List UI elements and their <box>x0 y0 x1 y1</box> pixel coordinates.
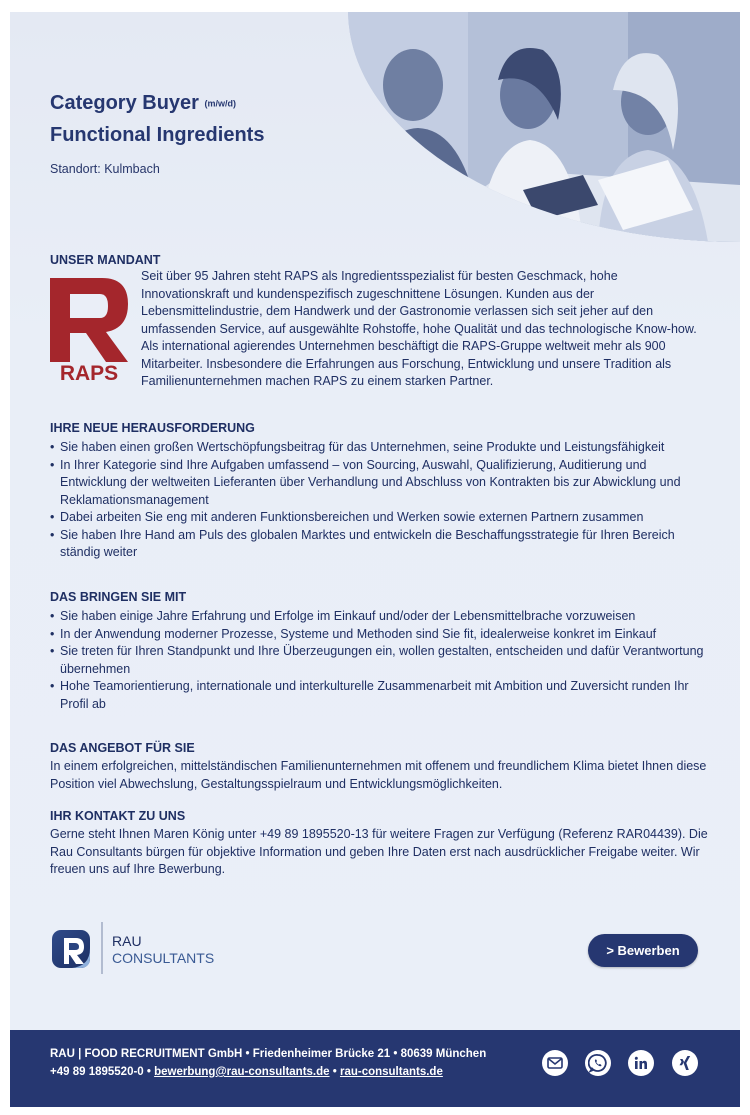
raps-logo <box>50 278 128 382</box>
job-subtitle: Functional Ingredients <box>50 124 265 146</box>
footer-contacts: +49 89 1895520-0 • bewerbung@rau-consultants.de • rau-consultants.de <box>50 1066 443 1078</box>
photo-illustration <box>348 12 740 242</box>
list-item: • Sie haben einige Jahre Erfahrung und Erfolge im Einkauf und/oder der Lebensmittelbrache vorzuweisen <box>50 608 710 626</box>
raps-logo-text: RAPS <box>59 362 119 382</box>
list-item: • Sie treten für Ihren Standpunkt und Ihre Überzeugungen ein, wollen gestalten, entscheiden und dafür Verantwortung übernehmen <box>50 643 710 678</box>
footer <box>10 1030 740 1107</box>
challenge-heading: IHRE NEUE HERAUSFORDERUNG <box>50 421 255 435</box>
linkedin-icon[interactable] <box>628 1050 654 1076</box>
contact-heading: IHR KONTAKT ZU UNS <box>50 809 186 823</box>
brand-name-line2: CONSULTANTS <box>112 950 215 966</box>
list-item: • Dabei arbeiten Sie eng mit anderen Funktionsbereichen und Werken sowie externen Partnern zusammen <box>50 509 710 527</box>
offer-text: In einem erfolgreichen, mittelständischen Familienunternehmen mit offenem und freundlichem Klima bietet Ihnen diese Position viel Abwechslung, Gestaltungsspielraum und Entwicklungsmöglichkeiten. <box>50 759 707 791</box>
footer-email-link[interactable]: bewerbung@rau-consultants.de <box>154 1066 330 1078</box>
gender-suffix: (m/w/d) <box>204 98 236 109</box>
list-item: • Sie haben einen großen Wertschöpfungsbeitrag für das Unternehmen, seine Produkte und Leistungsfähigkeit <box>50 439 710 457</box>
mail-icon[interactable] <box>542 1050 568 1076</box>
footer-phone: +49 89 1895520-0 <box>50 1066 144 1078</box>
team-meeting-photo <box>348 12 740 242</box>
footer-address: RAU | FOOD RECRUITMENT GmbH • Friedenheimer Brücke 21 • 80639 München <box>50 1048 487 1060</box>
profile-heading: DAS BRINGEN SIE MIT <box>50 590 187 604</box>
contact-text: Gerne steht Ihnen Maren König unter +49 89 1895520-13 für weitere Fragen zur Verfügung (Referenz RAR04439). Die Rau Consultants bürgen für objektive Information und geben Ihre Daten erst nach ausdrücklicher Freigabe weiter. Wir freuen uns auf Ihre Bewerbung. <box>50 827 708 876</box>
footer-website-link[interactable]: rau-consultants.de <box>339 1066 443 1078</box>
client-heading: UNSER MANDANT <box>50 253 161 267</box>
list-item: • In Ihrer Kategorie sind Ihre Aufgaben umfassend – von Sourcing, Auswahl, Qualifizierung, Auditierung und Entwicklung der weltweiten Lieferanten über Verhandlung und Abschluss von Kontrakten bis zur Abwicklung und Reklamationsmanagement <box>50 457 710 510</box>
profile-list <box>50 608 710 713</box>
client-description: Seit über 95 Jahren steht RAPS als Ingredientsspezialist für besten Geschmack, hohe Innovationskraft und kundenspezifisch zugeschnittene Lösungen. Kunden aus der Lebensmittelindustrie, dem Handwerk und der Gastronomie verlassen sich seit jeher auf den umfassenden Service, auf ausgewählte Rohstoffe, hohe Qualität und das technologische Know-how. Als international agierendes Unternehmen beschäftigt die RAPS-Gruppe weltweit mehr als 900 Mitarbeiter. Insbesondere die Erfahrungen aus Forschung, Entwicklung und unsere Tradition als Familienunternehmen machen RAPS zu einem starken Partner. <box>141 269 697 388</box>
brand-name-line1: RAU <box>112 933 142 949</box>
list-item: • In der Anwendung moderner Prozesse, Systeme und Methoden sind Sie fit, idealerweise konkret im Einkauf <box>50 626 710 644</box>
job-title: Category Buyer (m/w/d) <box>50 92 236 114</box>
offer-heading: DAS ANGEBOT FÜR SIE <box>50 741 195 755</box>
whatsapp-icon[interactable] <box>585 1050 611 1076</box>
job-location: Standort: Kulmbach <box>50 162 160 176</box>
apply-button[interactable]: > Bewerben <box>588 934 698 967</box>
job-ad-card <box>10 12 740 1107</box>
list-item: • Hohe Teamorientierung, internationale und interkulturelle Zusammenarbeit mit Ambition und Zuversicht runden Ihr Profil ab <box>50 678 710 713</box>
rau-consultants-logo <box>50 920 220 976</box>
list-item: • Sie haben Ihre Hand am Puls des globalen Marktes und entwickeln die Beschaffungsstrategie für Ihren Bereich ständig weiter <box>50 527 710 562</box>
challenge-list <box>50 439 710 562</box>
xing-icon[interactable] <box>672 1050 698 1076</box>
